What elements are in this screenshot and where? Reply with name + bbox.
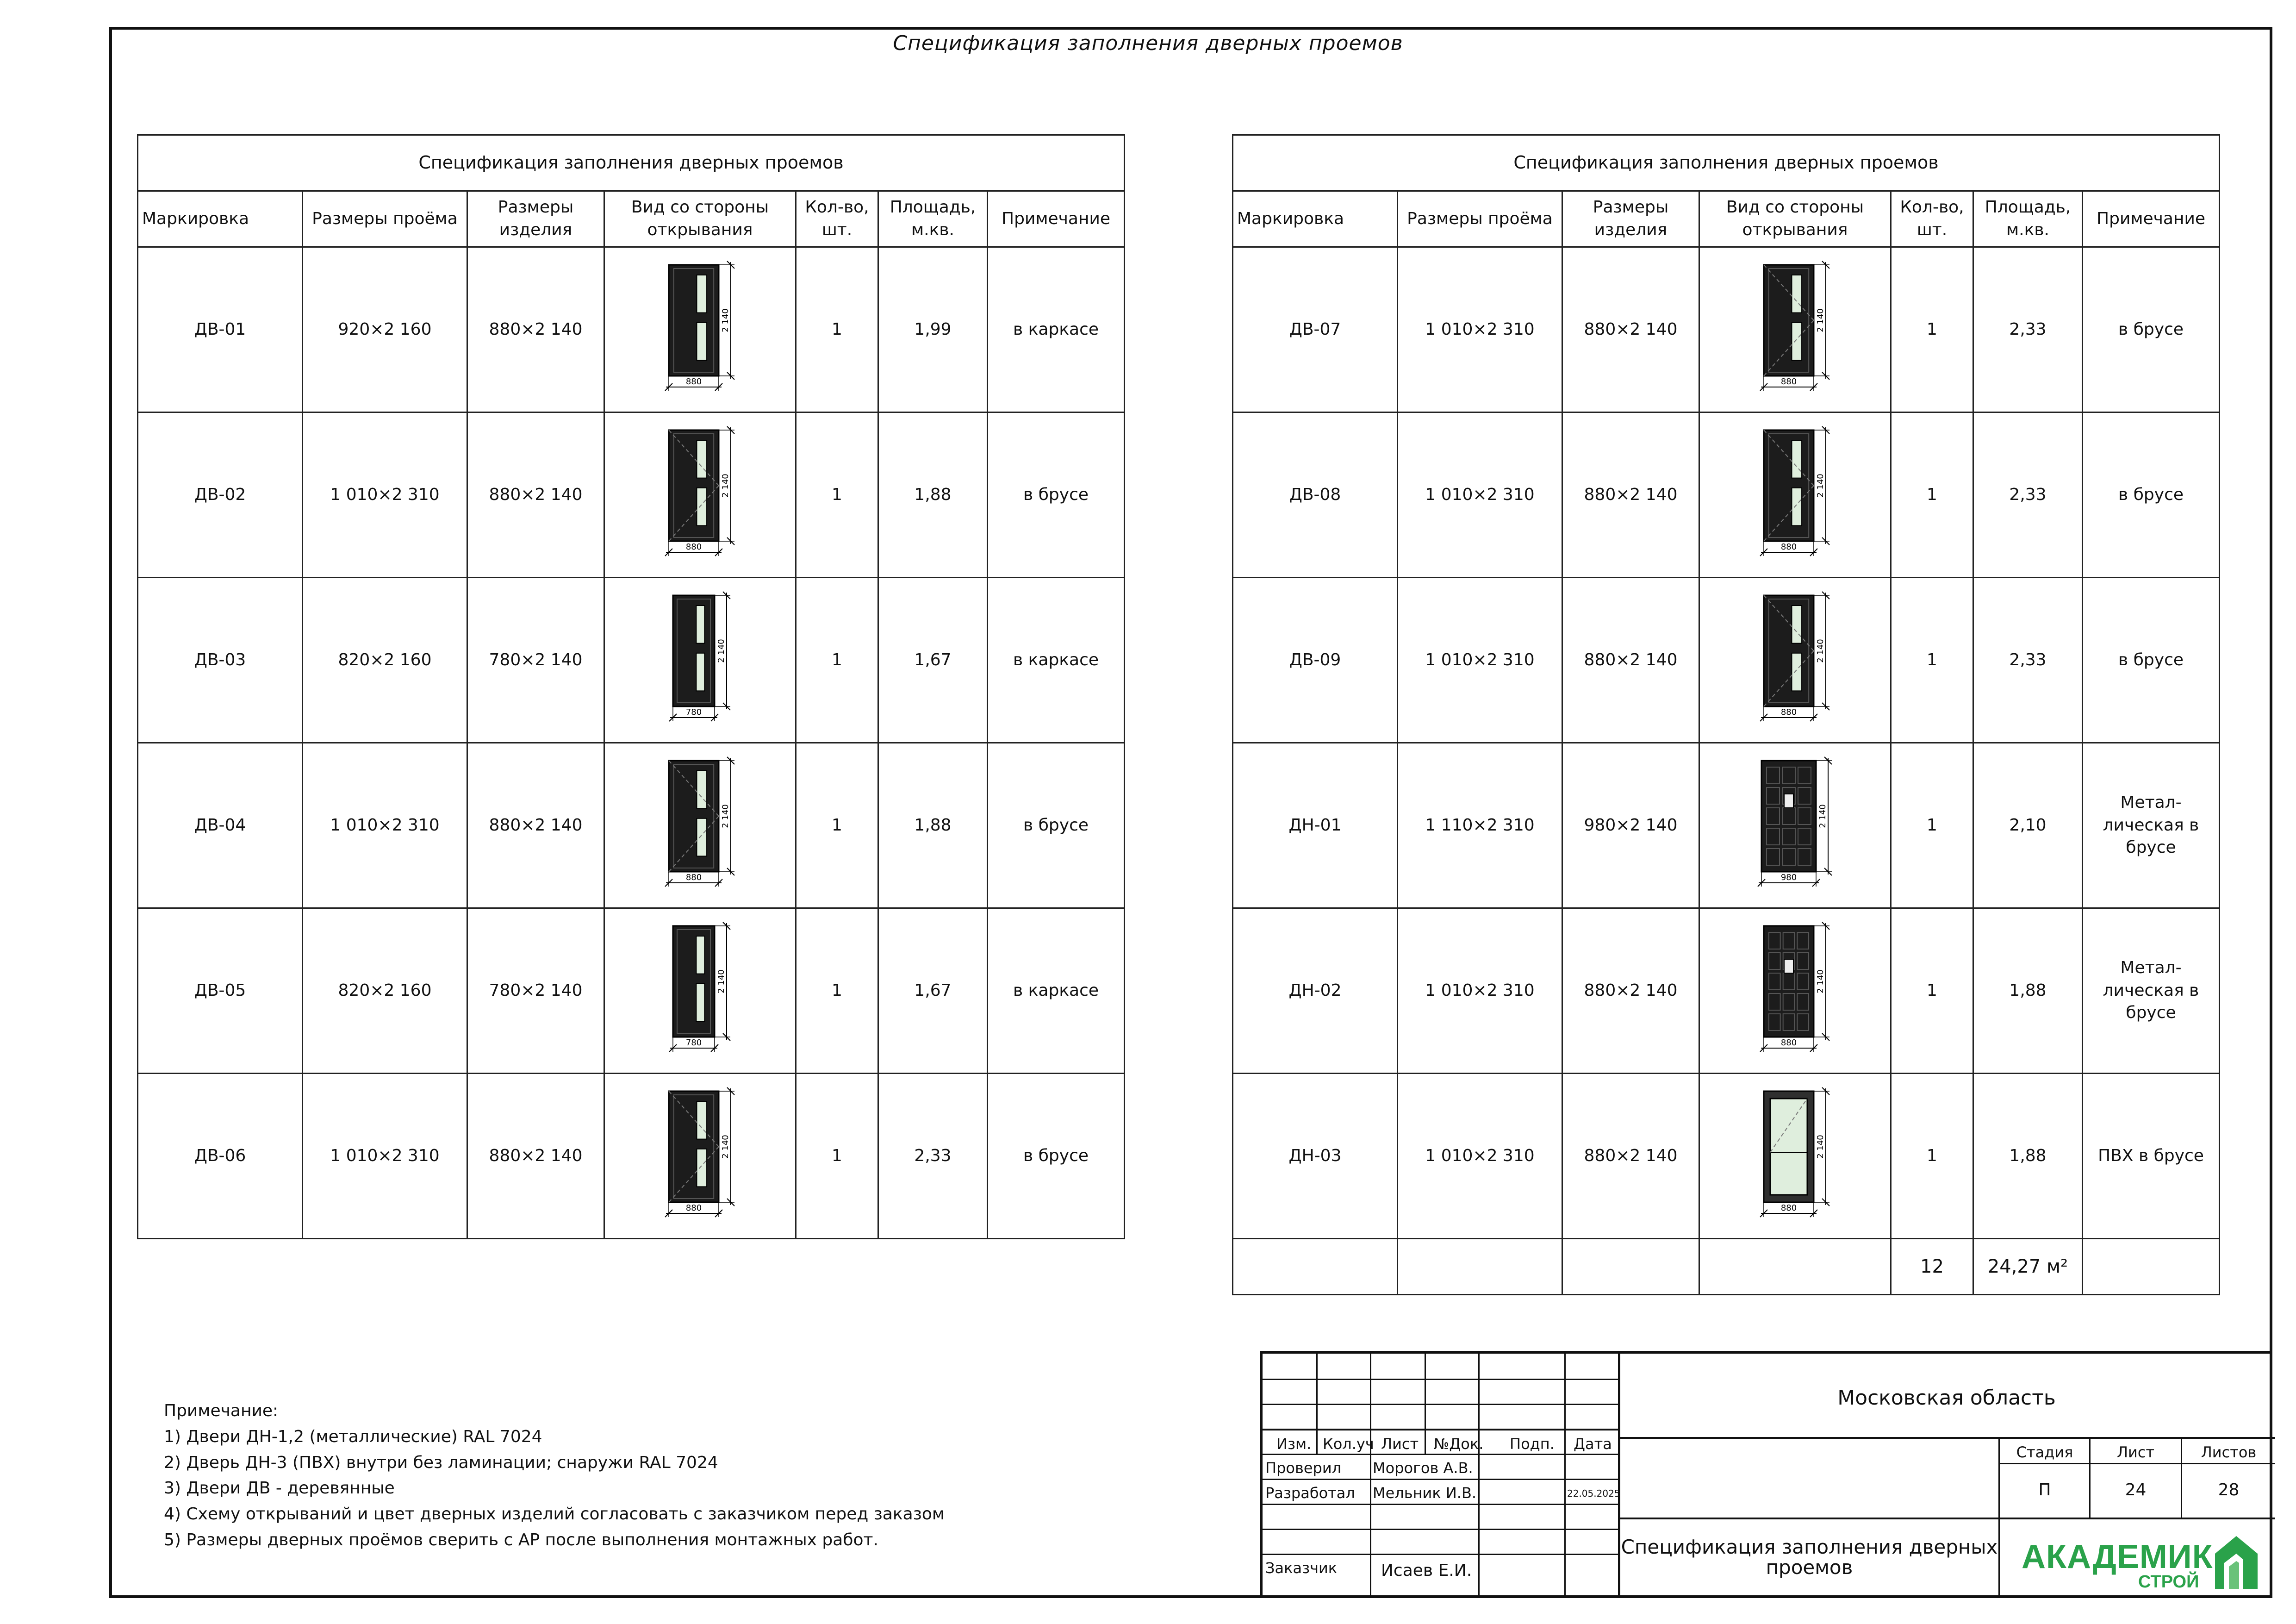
area-cell: 2,33 bbox=[1973, 247, 2083, 412]
qty-cell: 1 bbox=[796, 247, 878, 412]
dim-height-label: 2 140 bbox=[1815, 474, 1825, 498]
product-cell: 780×2 140 bbox=[467, 578, 604, 743]
area-cell: 1,99 bbox=[878, 247, 988, 412]
area-cell: 1,88 bbox=[878, 412, 988, 578]
stamp-h-doc: №Док. bbox=[1434, 1435, 1484, 1453]
door-drawing bbox=[1751, 1086, 1839, 1226]
dim-width-label: 880 bbox=[1780, 1203, 1797, 1213]
dim-width-label: 780 bbox=[685, 1038, 702, 1048]
stamp-developed-name: Мельник И.В. bbox=[1373, 1484, 1477, 1502]
view-cell bbox=[1699, 1074, 1891, 1239]
dim-width-label: 880 bbox=[1780, 377, 1797, 387]
mark-cell: ДВ-01 bbox=[138, 247, 303, 412]
note-cell: в брусе bbox=[988, 743, 1125, 908]
col-product: Размеры изделия bbox=[467, 191, 604, 247]
dim-width-label: 880 bbox=[685, 1203, 702, 1213]
dim-height-label: 2 140 bbox=[1815, 308, 1825, 332]
stamp-h-list: Лист bbox=[1381, 1435, 1419, 1453]
stamp-region: Московская область bbox=[1837, 1386, 2056, 1410]
stamp-sheet-label: Лист bbox=[2116, 1443, 2155, 1461]
total-cell bbox=[1699, 1239, 1891, 1295]
dim-height-label: 2 140 bbox=[1817, 804, 1828, 828]
opening-cell: 1 010×2 310 bbox=[1398, 412, 1562, 578]
table-row bbox=[138, 743, 1125, 908]
qty-cell: 1 bbox=[796, 412, 878, 578]
view-cell bbox=[604, 247, 796, 412]
stamp-checked-label: Проверил bbox=[1265, 1459, 1342, 1477]
area-cell: 1,88 bbox=[1973, 908, 2083, 1074]
table-row bbox=[1233, 1074, 2220, 1239]
opening-cell: 820×2 160 bbox=[303, 578, 467, 743]
dim-width-label: 880 bbox=[1780, 1038, 1797, 1048]
opening-cell: 1 010×2 310 bbox=[1398, 578, 1562, 743]
product-cell: 980×2 140 bbox=[1562, 743, 1699, 908]
qty-cell: 1 bbox=[1891, 247, 1973, 412]
qty-cell: 1 bbox=[1891, 578, 1973, 743]
view-cell bbox=[604, 412, 796, 578]
col-view: Вид со стороны открывания bbox=[604, 191, 796, 247]
product-cell: 880×2 140 bbox=[1562, 1074, 1699, 1239]
table-row bbox=[1233, 247, 2220, 412]
opening-cell: 1 010×2 310 bbox=[1398, 247, 1562, 412]
view-cell bbox=[1699, 743, 1891, 908]
qty-cell: 1 bbox=[1891, 412, 1973, 578]
table-row bbox=[1233, 908, 2220, 1074]
view-cell bbox=[1699, 247, 1891, 412]
mark-cell: ДН-01 bbox=[1233, 743, 1398, 908]
view-cell bbox=[604, 908, 796, 1074]
stamp-stage-label: Стадия bbox=[2016, 1443, 2073, 1461]
opening-cell: 1 010×2 310 bbox=[303, 743, 467, 908]
logo-main-text: АКАДЕМИК bbox=[2022, 1538, 2213, 1575]
dim-height-label: 2 140 bbox=[720, 308, 730, 332]
dim-width-label: 980 bbox=[1780, 873, 1797, 882]
dim-height-label: 2 140 bbox=[720, 804, 730, 828]
opening-cell: 1 110×2 310 bbox=[1398, 743, 1562, 908]
dim-width-label: 880 bbox=[685, 377, 702, 387]
note-cell: ПВХ в брусе bbox=[2083, 1074, 2220, 1239]
note-cell: в каркасе bbox=[988, 247, 1125, 412]
col-area: Площадь, м.кв. bbox=[1973, 191, 2083, 247]
note-cell: в каркасе bbox=[988, 908, 1125, 1074]
dim-width-label: 880 bbox=[685, 542, 702, 552]
stamp-stage: П bbox=[2038, 1480, 2051, 1499]
col-opening: Размеры проёма bbox=[303, 191, 467, 247]
note-cell: в брусе bbox=[2083, 578, 2220, 743]
mark-cell: ДВ-03 bbox=[138, 578, 303, 743]
product-cell: 880×2 140 bbox=[467, 412, 604, 578]
dim-width-label: 880 bbox=[685, 873, 702, 882]
product-cell: 880×2 140 bbox=[1562, 908, 1699, 1074]
door-drawing bbox=[1751, 425, 1839, 565]
note-item: 2) Дверь ДН-3 (ПВХ) внутри без ламинации; снаружи RAL 7024 bbox=[164, 1453, 718, 1472]
notes-block bbox=[164, 1398, 945, 1553]
stamp-h-kol: Кол.уч bbox=[1323, 1435, 1374, 1453]
mark-cell: ДН-03 bbox=[1233, 1074, 1398, 1239]
door-drawing bbox=[656, 425, 744, 565]
qty-cell: 1 bbox=[1891, 908, 1973, 1074]
opening-cell: 820×2 160 bbox=[303, 908, 467, 1074]
view-cell bbox=[604, 1074, 796, 1239]
view-cell bbox=[1699, 908, 1891, 1074]
opening-cell: 1 010×2 310 bbox=[1398, 908, 1562, 1074]
door-drawing bbox=[656, 590, 744, 731]
total-cell bbox=[1562, 1239, 1699, 1295]
door-drawing bbox=[1751, 755, 1839, 896]
col-qty: Кол-во, шт. bbox=[796, 191, 878, 247]
door-drawing bbox=[656, 920, 744, 1061]
col-mark: Маркировка bbox=[1233, 191, 1398, 247]
product-cell: 880×2 140 bbox=[467, 743, 604, 908]
mark-cell: ДВ-02 bbox=[138, 412, 303, 578]
product-cell: 880×2 140 bbox=[1562, 578, 1699, 743]
title-block bbox=[1260, 1351, 2272, 1598]
col-view: Вид со стороны открывания bbox=[1699, 191, 1891, 247]
stamp-customer-name: Исаев Е.И. bbox=[1381, 1561, 1472, 1580]
logo-house-icon bbox=[2209, 1533, 2264, 1593]
view-cell bbox=[1699, 412, 1891, 578]
note-cell: в брусе bbox=[988, 412, 1125, 578]
stamp-sheet: 24 bbox=[2125, 1480, 2147, 1499]
opening-cell: 1 010×2 310 bbox=[303, 1074, 467, 1239]
area-cell: 2,10 bbox=[1973, 743, 2083, 908]
mark-cell: ДВ-07 bbox=[1233, 247, 1398, 412]
view-cell bbox=[1699, 578, 1891, 743]
qty-cell: 1 bbox=[796, 908, 878, 1074]
opening-cell: 920×2 160 bbox=[303, 247, 467, 412]
dim-height-label: 2 140 bbox=[716, 639, 726, 663]
note-cell: в брусе bbox=[988, 1074, 1125, 1239]
stamp-checked-name: Морогов А.В. bbox=[1373, 1459, 1473, 1477]
door-drawing bbox=[656, 1086, 744, 1226]
note-cell: в брусе bbox=[2083, 412, 2220, 578]
area-cell: 1,88 bbox=[878, 743, 988, 908]
door-drawing bbox=[1751, 920, 1839, 1061]
note-cell: в брусе bbox=[2083, 247, 2220, 412]
notes-title: Примечание: bbox=[164, 1401, 279, 1420]
area-cell: 1,67 bbox=[878, 578, 988, 743]
col-mark: Маркировка bbox=[138, 191, 303, 247]
note-cell: в каркасе bbox=[988, 578, 1125, 743]
table-row bbox=[138, 1074, 1125, 1239]
note-item: 5) Размеры дверных проёмов сверить с АР после выполнения монтажных работ. bbox=[164, 1530, 878, 1549]
view-cell bbox=[604, 743, 796, 908]
area-cell: 1,88 bbox=[1973, 1074, 2083, 1239]
table-row bbox=[1233, 412, 2220, 578]
stamp-h-date: Дата bbox=[1574, 1435, 1612, 1453]
stamp-developed-label: Разработал bbox=[1265, 1484, 1355, 1502]
stamp-sheets: 28 bbox=[2218, 1480, 2240, 1499]
door-drawing bbox=[656, 755, 744, 896]
area-cell: 2,33 bbox=[1973, 578, 2083, 743]
dim-width-label: 780 bbox=[685, 707, 702, 717]
stamp-h-izm: Изм. bbox=[1276, 1435, 1312, 1453]
view-cell bbox=[604, 578, 796, 743]
col-product: Размеры изделия bbox=[1562, 191, 1699, 247]
table-row bbox=[1233, 578, 2220, 743]
total-area: 24,27 м² bbox=[1973, 1239, 2083, 1295]
total-qty: 12 bbox=[1891, 1239, 1973, 1295]
qty-cell: 1 bbox=[796, 578, 878, 743]
col-note: Примечание bbox=[2083, 191, 2220, 247]
mark-cell: ДВ-05 bbox=[138, 908, 303, 1074]
stamp-doc-title: Спецификация заполнения дверных проемов bbox=[1621, 1536, 1998, 1579]
total-cell bbox=[1398, 1239, 1562, 1295]
product-cell: 780×2 140 bbox=[467, 908, 604, 1074]
product-cell: 880×2 140 bbox=[467, 247, 604, 412]
table-caption: Спецификация заполнения дверных проемов bbox=[1233, 135, 2220, 191]
note-cell: Метал- лическая в брусе bbox=[2083, 908, 2220, 1074]
table-row bbox=[138, 412, 1125, 578]
stamp-customer-label: Заказчик bbox=[1265, 1559, 1338, 1577]
opening-cell: 1 010×2 310 bbox=[303, 412, 467, 578]
dim-height-label: 2 140 bbox=[716, 969, 726, 993]
mark-cell: ДВ-06 bbox=[138, 1074, 303, 1239]
dim-height-label: 2 140 bbox=[1815, 969, 1825, 993]
table-row bbox=[138, 908, 1125, 1074]
mark-cell: ДВ-09 bbox=[1233, 578, 1398, 743]
note-item: 3) Двери ДВ - деревянные bbox=[164, 1479, 395, 1498]
mark-cell: ДН-02 bbox=[1233, 908, 1398, 1074]
col-area: Площадь, м.кв. bbox=[878, 191, 988, 247]
logo-sub-text: СТРОЙ bbox=[2138, 1572, 2199, 1592]
product-cell: 880×2 140 bbox=[1562, 412, 1699, 578]
qty-cell: 1 bbox=[796, 743, 878, 908]
mark-cell: ДВ-04 bbox=[138, 743, 303, 908]
col-note: Примечание bbox=[988, 191, 1125, 247]
product-cell: 880×2 140 bbox=[467, 1074, 604, 1239]
dim-height-label: 2 140 bbox=[1815, 639, 1825, 663]
company-logo bbox=[2022, 1531, 2271, 1596]
qty-cell: 1 bbox=[796, 1074, 878, 1239]
note-item: 4) Схему открываний и цвет дверных изделий согласовать с заказчиком перед заказом bbox=[164, 1505, 945, 1524]
area-cell: 1,67 bbox=[878, 908, 988, 1074]
area-cell: 2,33 bbox=[1973, 412, 2083, 578]
dim-height-label: 2 140 bbox=[720, 474, 730, 498]
total-row bbox=[1233, 1239, 2220, 1295]
stamp-developed-date: 22.05.2025 bbox=[1567, 1488, 1620, 1499]
total-cell bbox=[1233, 1239, 1398, 1295]
note-item: 1) Двери ДН-1,2 (металлические) RAL 7024 bbox=[164, 1427, 542, 1446]
qty-cell: 1 bbox=[1891, 743, 1973, 908]
qty-cell: 1 bbox=[1891, 1074, 1973, 1239]
spec-table-left bbox=[137, 134, 1125, 1239]
page-title: Спецификация заполнения дверных проемов bbox=[893, 31, 1403, 55]
mark-cell: ДВ-08 bbox=[1233, 412, 1398, 578]
dim-height-label: 2 140 bbox=[1815, 1135, 1825, 1159]
col-opening: Размеры проёма bbox=[1398, 191, 1562, 247]
area-cell: 2,33 bbox=[878, 1074, 988, 1239]
dim-width-label: 880 bbox=[1780, 542, 1797, 552]
dim-width-label: 880 bbox=[1780, 707, 1797, 717]
door-drawing bbox=[1751, 259, 1839, 400]
note-cell: Метал- лическая в брусе bbox=[2083, 743, 2220, 908]
table-row bbox=[138, 578, 1125, 743]
stamp-sheets-label: Листов bbox=[2201, 1443, 2257, 1461]
spec-table-right bbox=[1232, 134, 2220, 1295]
col-qty: Кол-во, шт. bbox=[1891, 191, 1973, 247]
table-caption: Спецификация заполнения дверных проемов bbox=[138, 135, 1125, 191]
dim-height-label: 2 140 bbox=[720, 1135, 730, 1159]
opening-cell: 1 010×2 310 bbox=[1398, 1074, 1562, 1239]
total-cell bbox=[2083, 1239, 2220, 1295]
stamp-h-sign: Подп. bbox=[1510, 1435, 1555, 1453]
product-cell: 880×2 140 bbox=[1562, 247, 1699, 412]
door-drawing bbox=[1751, 590, 1839, 731]
table-row bbox=[138, 247, 1125, 412]
door-drawing bbox=[656, 259, 744, 400]
table-row bbox=[1233, 743, 2220, 908]
